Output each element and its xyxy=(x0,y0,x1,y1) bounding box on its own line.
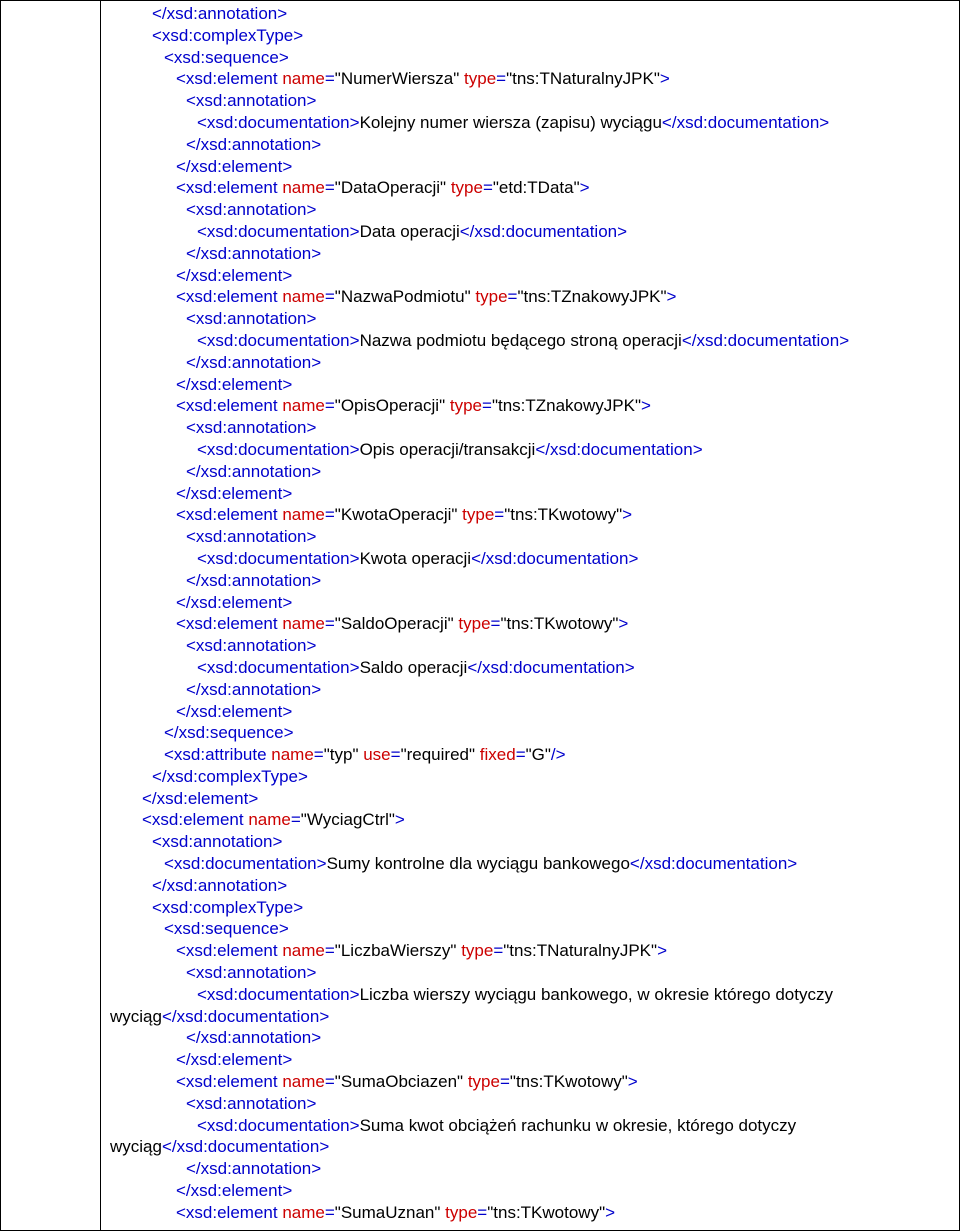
code-line: </xsd:element> xyxy=(142,788,259,808)
code-line: <xsd:documentation>Data operacji</xsd:documentation> xyxy=(197,221,628,241)
code-line: <xsd:sequence> xyxy=(164,919,289,939)
code-line: <xsd:annotation> xyxy=(186,91,317,111)
code-line: </xsd:annotation> xyxy=(186,679,322,699)
code-line: </xsd:element> xyxy=(176,1181,293,1201)
code-line: <xsd:annotation> xyxy=(186,418,317,438)
code-line: <xsd:documentation>Opis operacji/transakcji</xsd:documentation> xyxy=(197,439,703,459)
code-line: <xsd:element name="NumerWiersza" type="tns:TNaturalnyJPK"> xyxy=(176,69,670,89)
code-line: </xsd:annotation> xyxy=(186,461,322,481)
code-line: </xsd:complexType> xyxy=(152,766,308,786)
code-line: <xsd:annotation> xyxy=(186,200,317,220)
code-line: <xsd:documentation>Sumy kontrolne dla wyciągu bankowego</xsd:documentation> xyxy=(164,854,798,874)
code-line: <xsd:documentation>Liczba wierszy wyciągu bankowego, w okresie którego dotyczy xyxy=(197,984,833,1004)
code-line: </xsd:sequence> xyxy=(164,723,294,743)
code-line: </xsd:annotation> xyxy=(186,352,322,372)
xsd-code-listing xyxy=(0,3,960,1224)
code-line: </xsd:element> xyxy=(176,156,293,176)
code-line: <xsd:complexType> xyxy=(152,897,304,917)
code-line: <xsd:annotation> xyxy=(186,309,317,329)
code-line: </xsd:element> xyxy=(176,592,293,612)
code-line: <xsd:documentation>Suma kwot obciążeń rachunku w okresie, którego dotyczy xyxy=(197,1115,797,1135)
code-line: <xsd:element name="SumaUznan" type="tns:TKwotowy"> xyxy=(176,1202,616,1222)
code-line: <xsd:documentation>Kolejny numer wiersza (zapisu) wyciągu</xsd:documentation> xyxy=(197,112,830,132)
code-line: <xsd:documentation>Kwota operacji</xsd:documentation> xyxy=(197,548,639,568)
code-line: <xsd:attribute name="typ" use="required" fixed="G"/> xyxy=(164,745,566,765)
code-line: <xsd:documentation>Saldo operacji</xsd:documentation> xyxy=(197,657,635,677)
code-line: <xsd:complexType> xyxy=(152,25,304,45)
code-line: <xsd:annotation> xyxy=(186,963,317,983)
code-line: <xsd:element name="KwotaOperacji" type="tns:TKwotowy"> xyxy=(176,505,633,525)
code-line: <xsd:element name="SaldoOperacji" type="tns:TKwotowy"> xyxy=(176,614,629,634)
code-line: </xsd:element> xyxy=(176,483,293,503)
code-line: <xsd:element name="NazwaPodmiotu" type="tns:TZnakowyJPK"> xyxy=(176,287,677,307)
code-line: <xsd:documentation>Nazwa podmiotu będącego stroną operacji</xsd:documentation> xyxy=(197,330,850,350)
code-line: </xsd:annotation> xyxy=(152,4,288,23)
code-line: </xsd:element> xyxy=(176,265,293,285)
code-line: <xsd:annotation> xyxy=(186,636,317,656)
code-line: <xsd:element name="WyciagCtrl"> xyxy=(142,810,405,830)
code-line: </xsd:annotation> xyxy=(186,570,322,590)
code-line: </xsd:element> xyxy=(176,701,293,721)
code-line: </xsd:annotation> xyxy=(186,1028,322,1048)
code-line: <xsd:element name="OpisOperacji" type="tns:TZnakowyJPK"> xyxy=(176,396,651,416)
code-line: <xsd:element name="LiczbaWierszy" type="tns:TNaturalnyJPK"> xyxy=(176,941,667,961)
code-line: <xsd:element name="SumaObciazen" type="tns:TKwotowy"> xyxy=(176,1072,638,1092)
code-line: </xsd:annotation> xyxy=(186,1159,322,1179)
code-line: </xsd:annotation> xyxy=(186,134,322,154)
code-line: </xsd:annotation> xyxy=(186,243,322,263)
code-line: wyciąg</xsd:documentation> xyxy=(110,1006,330,1026)
code-line: </xsd:element> xyxy=(176,1050,293,1070)
code-line: <xsd:annotation> xyxy=(186,1093,317,1113)
code-line: <xsd:annotation> xyxy=(186,527,317,547)
code-line: <xsd:sequence> xyxy=(164,47,289,67)
code-line: wyciąg</xsd:documentation> xyxy=(110,1137,330,1157)
code-line: <xsd:element name="DataOperacji" type="etd:TData"> xyxy=(176,178,590,198)
code-line: </xsd:element> xyxy=(176,374,293,394)
code-line: </xsd:annotation> xyxy=(152,875,288,895)
code-line: <xsd:annotation> xyxy=(152,832,283,852)
